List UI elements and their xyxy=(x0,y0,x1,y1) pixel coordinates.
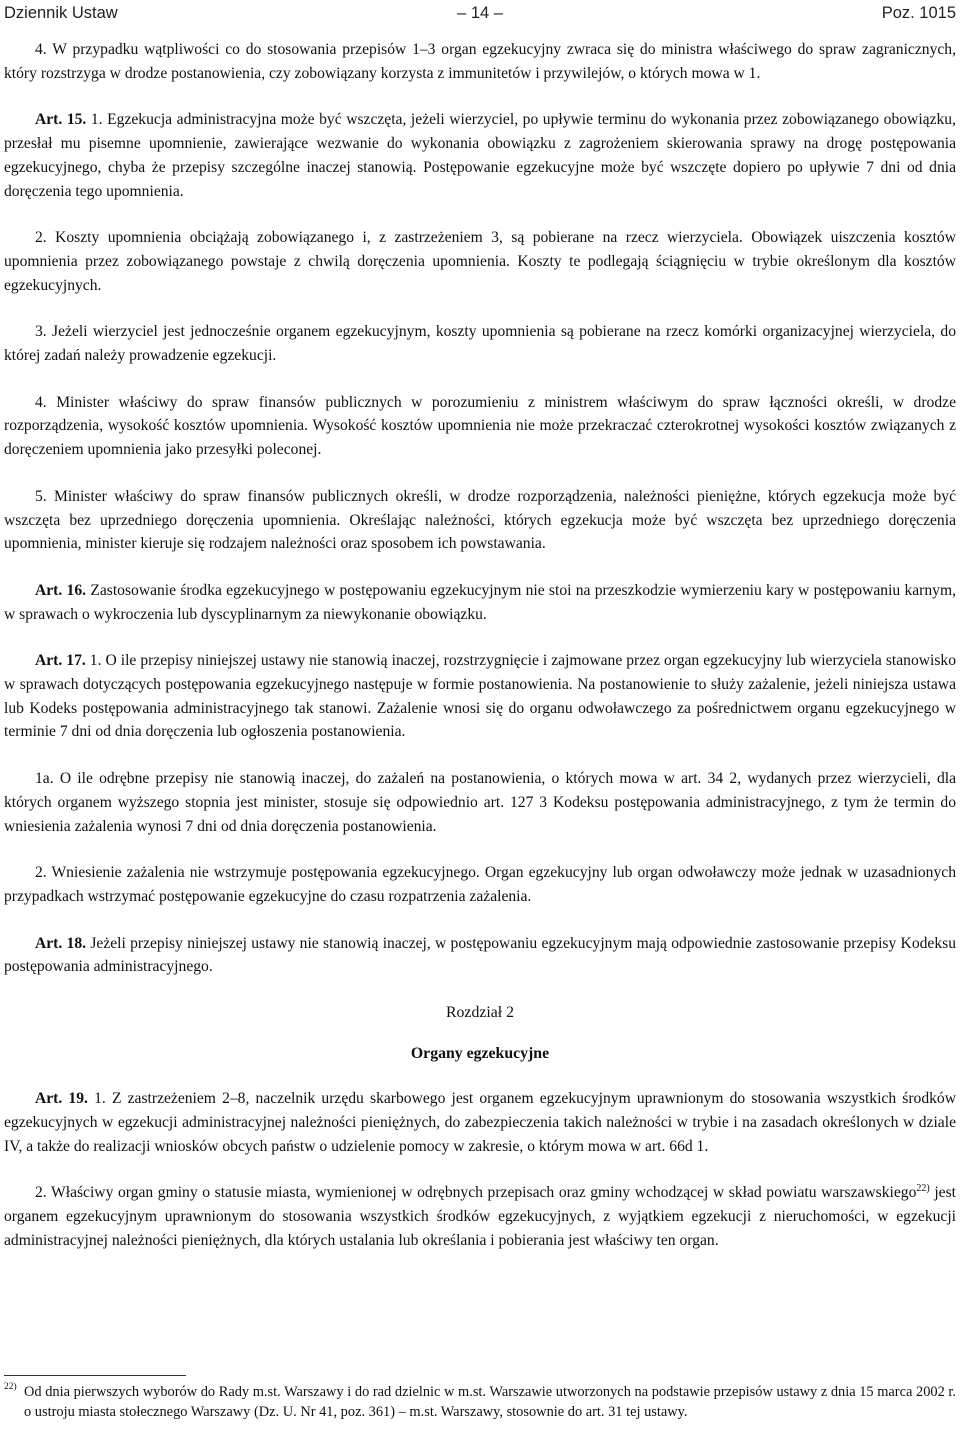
position-number: Poz. 1015 xyxy=(881,4,956,22)
journal-title: Dziennik Ustaw xyxy=(4,4,118,22)
paragraph: 5. Minister właściwy do spraw finansów publicznych określi, w drodze rozporządzenia, należności pieniężne, których egzekucja może być wszczęta bez uprzedniego doręczenia upomnienia. Określając należności, których egzekucja może być wszczęta bez uprzedniego doręczenia upomnienia, minister kieruje się rodzajem należności oraz sposobem ich powstawania. xyxy=(4,487,956,553)
page-header xyxy=(4,2,956,26)
article-18: Art. 18. Jeżeli przepisy niniejszej ustawy nie stanowią inaczej, w postępowaniu egzekucyjnym mają odpowiednie zastosowanie przepisy Kodeksu postępowania administracyjnego. xyxy=(4,934,956,976)
article-number: Art. 19. xyxy=(35,1090,88,1108)
footnote-mark: 22) xyxy=(4,1382,17,1392)
footnote-text: Od dnia pierwszych wyborów do Rady m.st. Warszawy i do rad dzielnic w m.st. Warszawie utworzonych na podstawie przepisów ustawy z dnia 15 marca 2002 r. o ustroju miasta stołecznego Warszawy (Dz. U. Nr 41, poz. 361) – m.st. Warszawy, stosownie do art. 31 tej ustawy. xyxy=(24,1384,956,1420)
paragraph: 1a. O ile odrębne przepisy nie stanowią inaczej, do zażaleń na postanowienia, o których mowa w art. 34 2, wydanych przez wierzycieli, dla których organem wyższego stopnia jest minister, stosuje się odpowiednio art. 127 3 Kodeksu postępowania administracyjnego, z tym że termin do wniesienia zażalenia wynosi 7 dni od dnia doręczenia postanowienia. xyxy=(4,770,956,835)
paragraph: 4. W przypadku wątpliwości co do stosowania przepisów 1–3 organ egzekucyjny zwraca się do ministra właściwego do spraw zagranicznych, który rozstrzyga w drodze postanowienia, czy zobowiązany korzysta z immunitetów i przywilejów, o których mowa w 1. xyxy=(4,41,956,82)
article-16: Art. 16. Zastosowanie środka egzekucyjnego w postępowaniu egzekucyjnym nie stoi na przeszkodzie wymierzeniu kary w postępowaniu karnym, w sprawach o wykroczenia lub dyscyplinarnym za niewykonanie obowiązku. xyxy=(4,581,956,623)
article-number: Art. 17. xyxy=(35,652,86,670)
article-15: Art. 15. 1. Egzekucja administracyjna może być wszczęta, jeżeli wierzyciel, po upływie terminu do wykonania przez zobowiązanego obowiązku, przesłał mu pisemne upomnienie, zawierające wezwanie do wykonania obowiązku z zagrożeniem skierowania sprawy na drogę postępowania egzekucyjnego, chyba że przepisy szczególne inaczej stanowią. Postępowanie egzekucyjne może być wszczęte dopiero po upływie 7 dni od dnia doręczenia tego upomnienia. xyxy=(4,111,956,200)
chapter-number: Rozdział 2 xyxy=(446,1004,514,1022)
document-body xyxy=(4,38,956,1275)
article-number: Art. 16. xyxy=(35,581,87,599)
chapter-title: Organy egzekucyjne xyxy=(410,1045,550,1063)
footnote-reference[interactable]: 22) xyxy=(916,1183,930,1195)
footnote xyxy=(4,1382,956,1422)
article-number: Art. 18. xyxy=(35,934,87,952)
paragraph: 2. Wniesienie zażalenia nie wstrzymuje postępowania egzekucyjnego. Organ egzekucyjny lub organ odwoławczy może jednak w uzasadnionych przypadkach wstrzymać postępowanie egzekucyjne do czasu rozpatrzenia zażalenia. xyxy=(4,864,956,905)
article-number: Art. 15. xyxy=(35,111,87,129)
page-number: – 14 – xyxy=(457,4,503,22)
paragraph: 3. Jeżeli wierzyciel jest jednocześnie organem egzekucyjnym, koszty upomnienia są pobierane na rzecz komórki organizacyjnej wierzyciela, do której zadań należy prowadzenie egzekucji. xyxy=(4,323,956,365)
paragraph-with-footnote: 2. Właściwy organ gminy o statusie miasta, wymienionej w odrębnych przepisach oraz gminy wchodzącej w skład powiatu warszawskiego$^{22)}$ jest organem egzekucyjnym uprawnionym do stosowania wszystkich środków egzekucyjnych, z wyjątkiem egzekucji z nieruchomości, w egzekucji administracyjnej należności pieniężnych, dla których ustalania lub określania i pobierania jest właściwy ten organ. xyxy=(4,1183,956,1249)
article-19: Art. 19. 1. Z zastrzeżeniem 2–8, naczelnik urzędu skarbowego jest organem egzekucyjnym uprawnionym do stosowania wszystkich środków egzekucyjnych w egzekucji administracyjnej należności pieniężnych, do zabezpieczenia takich należności w trybie i na zasadach określonych w dziale IV, a także do realizacji wniosków obcych państw o udzielenie pomocy w zakresie, o którym mowa w art. 66d 1. xyxy=(4,1090,956,1155)
paragraph: 4. Minister właściwy do spraw finansów publicznych w porozumieniu z ministrem właściwym do spraw łączności określi, w drodze rozporządzenia, wysokość kosztów upomnienia. Wysokość kosztów upomnienia nie może przekraczać czterokrotnej wysokości kosztów związanych z doręczeniem upomnienia jako przesyłki poleconej. xyxy=(4,393,956,459)
article-17: Art. 17. 1. O ile przepisy niniejszej ustawy nie stanowią inaczej, rozstrzygnięcie i zajmowane przez organ egzekucyjny lub wierzyciela stanowisko w sprawach dotyczących postępowania egzekucyjnego następuje w formie postanowienia. Na postanowienie to służy zażalenie, jeżeli niniejsza ustawa lub Kodeks postępowania administracyjnego tak stanowi. Zażalenie wnosi się do organu odwoławczego za pośrednictwem organu egzekucyjnego w terminie 7 dni od dnia doręczenia lub ogłoszenia postanowienia. xyxy=(4,652,956,741)
paragraph: 2. Koszty upomnienia obciążają zobowiązanego i, z zastrzeżeniem 3, są pobierane na rzecz wierzyciela. Obowiązek uiszczenia kosztów upomnienia przez zobowiązanego powstaje z chwilą doręczenia upomnienia. Koszty te podlegają ściągnięciu w trybie określonym dla kosztów egzekucyjnych. xyxy=(4,229,956,294)
footnote-divider xyxy=(4,1375,186,1376)
